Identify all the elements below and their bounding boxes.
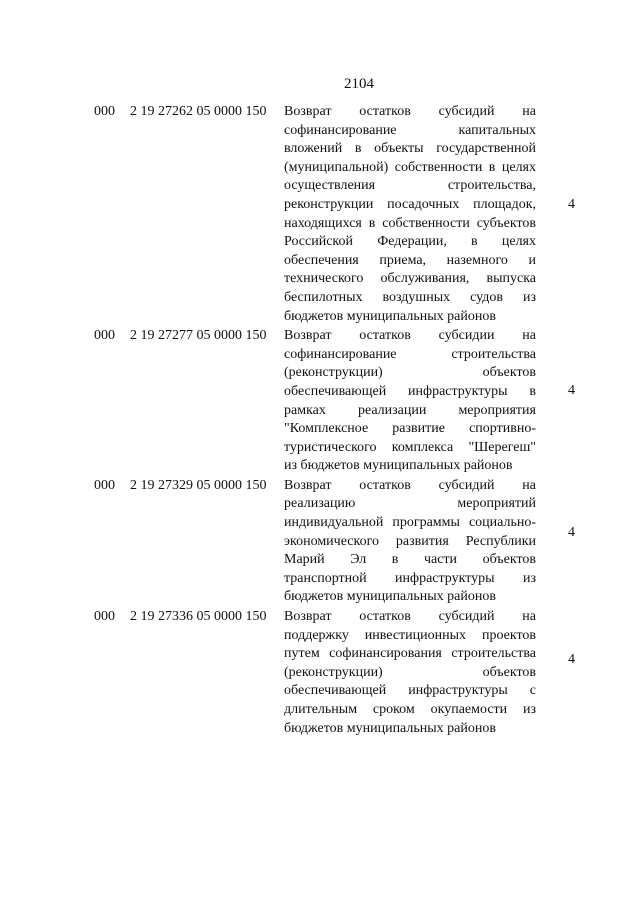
- description-line: (муниципальной) собственности в целях: [284, 159, 536, 175]
- description-line: Возврат остатков субсидий на: [284, 104, 536, 119]
- description-line: беспилотных воздушных судов из: [284, 289, 536, 305]
- description-line: туристического комплекса "Шерегеш": [284, 439, 536, 455]
- description-line: рамках реализации мероприятия: [284, 402, 536, 418]
- row-description: [284, 327, 536, 476]
- description-line: Возврат остатков субсидий на: [284, 609, 536, 625]
- description-line: Возврат остатков субсидий на: [284, 477, 536, 493]
- page-number: 2104: [344, 76, 374, 92]
- budget-classification-code: 2 19 27336 05 0000 150: [130, 609, 267, 625]
- row-value: 4: [568, 652, 575, 668]
- description-line: бюджетов муниципальных районов: [284, 308, 496, 324]
- row-value: 4: [568, 197, 575, 212]
- budget-classification-code: 2 19 27262 05 0000 150: [130, 104, 267, 119]
- budget-code-table: [0, 103, 640, 739]
- description-line: реализацию мероприятий: [284, 496, 536, 512]
- description-line: из бюджетов муниципальных районов: [284, 458, 513, 474]
- row-value: 4: [568, 383, 575, 399]
- description-line: Российской Федерации, в целях: [284, 234, 536, 250]
- description-line: обеспечивающей инфраструктуры с: [284, 683, 536, 699]
- row-description: [284, 608, 536, 738]
- description-line: Марий Эл в части объектов: [284, 552, 536, 568]
- row-value: 4: [568, 524, 575, 540]
- budget-classification-code: 2 19 27329 05 0000 150: [130, 477, 267, 493]
- table-row: [0, 608, 640, 738]
- description-line: осуществления строительства,: [284, 178, 536, 194]
- admin-code: 000: [94, 328, 115, 344]
- budget-classification-code: 2 19 27277 05 0000 150: [130, 328, 267, 344]
- description-line: бюджетов муниципальных районов: [284, 589, 496, 605]
- description-line: длительным сроком окупаемости из: [284, 702, 536, 717]
- description-line: вложений в объекты государственной: [284, 141, 536, 157]
- description-line: "Комплексное развитие спортивно-: [284, 421, 536, 437]
- description-line: находящихся в собственности субъектов: [284, 215, 536, 231]
- description-line: технического обслуживания, выпуска: [284, 271, 536, 287]
- admin-code: 000: [94, 477, 115, 493]
- description-line: транспортной инфраструктуры из: [284, 570, 536, 586]
- table-row: [0, 327, 640, 476]
- description-line: бюджетов муниципальных районов: [284, 720, 496, 736]
- description-line: поддержку инвестиционных проектов: [284, 627, 536, 643]
- table-row: [0, 103, 640, 326]
- description-line: софинансирование строительства: [284, 346, 536, 362]
- description-line: (реконструкции) объектов: [284, 664, 536, 680]
- admin-code: 000: [94, 609, 115, 625]
- description-line: Возврат остатков субсидии на: [284, 328, 536, 344]
- description-line: индивидуальной программы социально-: [284, 515, 536, 531]
- row-description: [284, 103, 536, 326]
- admin-code: 000: [94, 104, 115, 119]
- table-row: [0, 477, 640, 607]
- description-line: реконструкции посадочных площадок,: [284, 196, 536, 212]
- row-description: [284, 477, 536, 607]
- description-line: софинансирование капитальных: [284, 122, 536, 138]
- description-line: экономического развития Республики: [284, 533, 536, 549]
- description-line: обеспечивающей инфраструктуры в: [284, 383, 536, 399]
- description-line: (реконструкции) объектов: [284, 365, 536, 381]
- description-line: обеспечения приема, наземного и: [284, 252, 536, 268]
- description-line: путем софинансирования строительства: [284, 646, 536, 662]
